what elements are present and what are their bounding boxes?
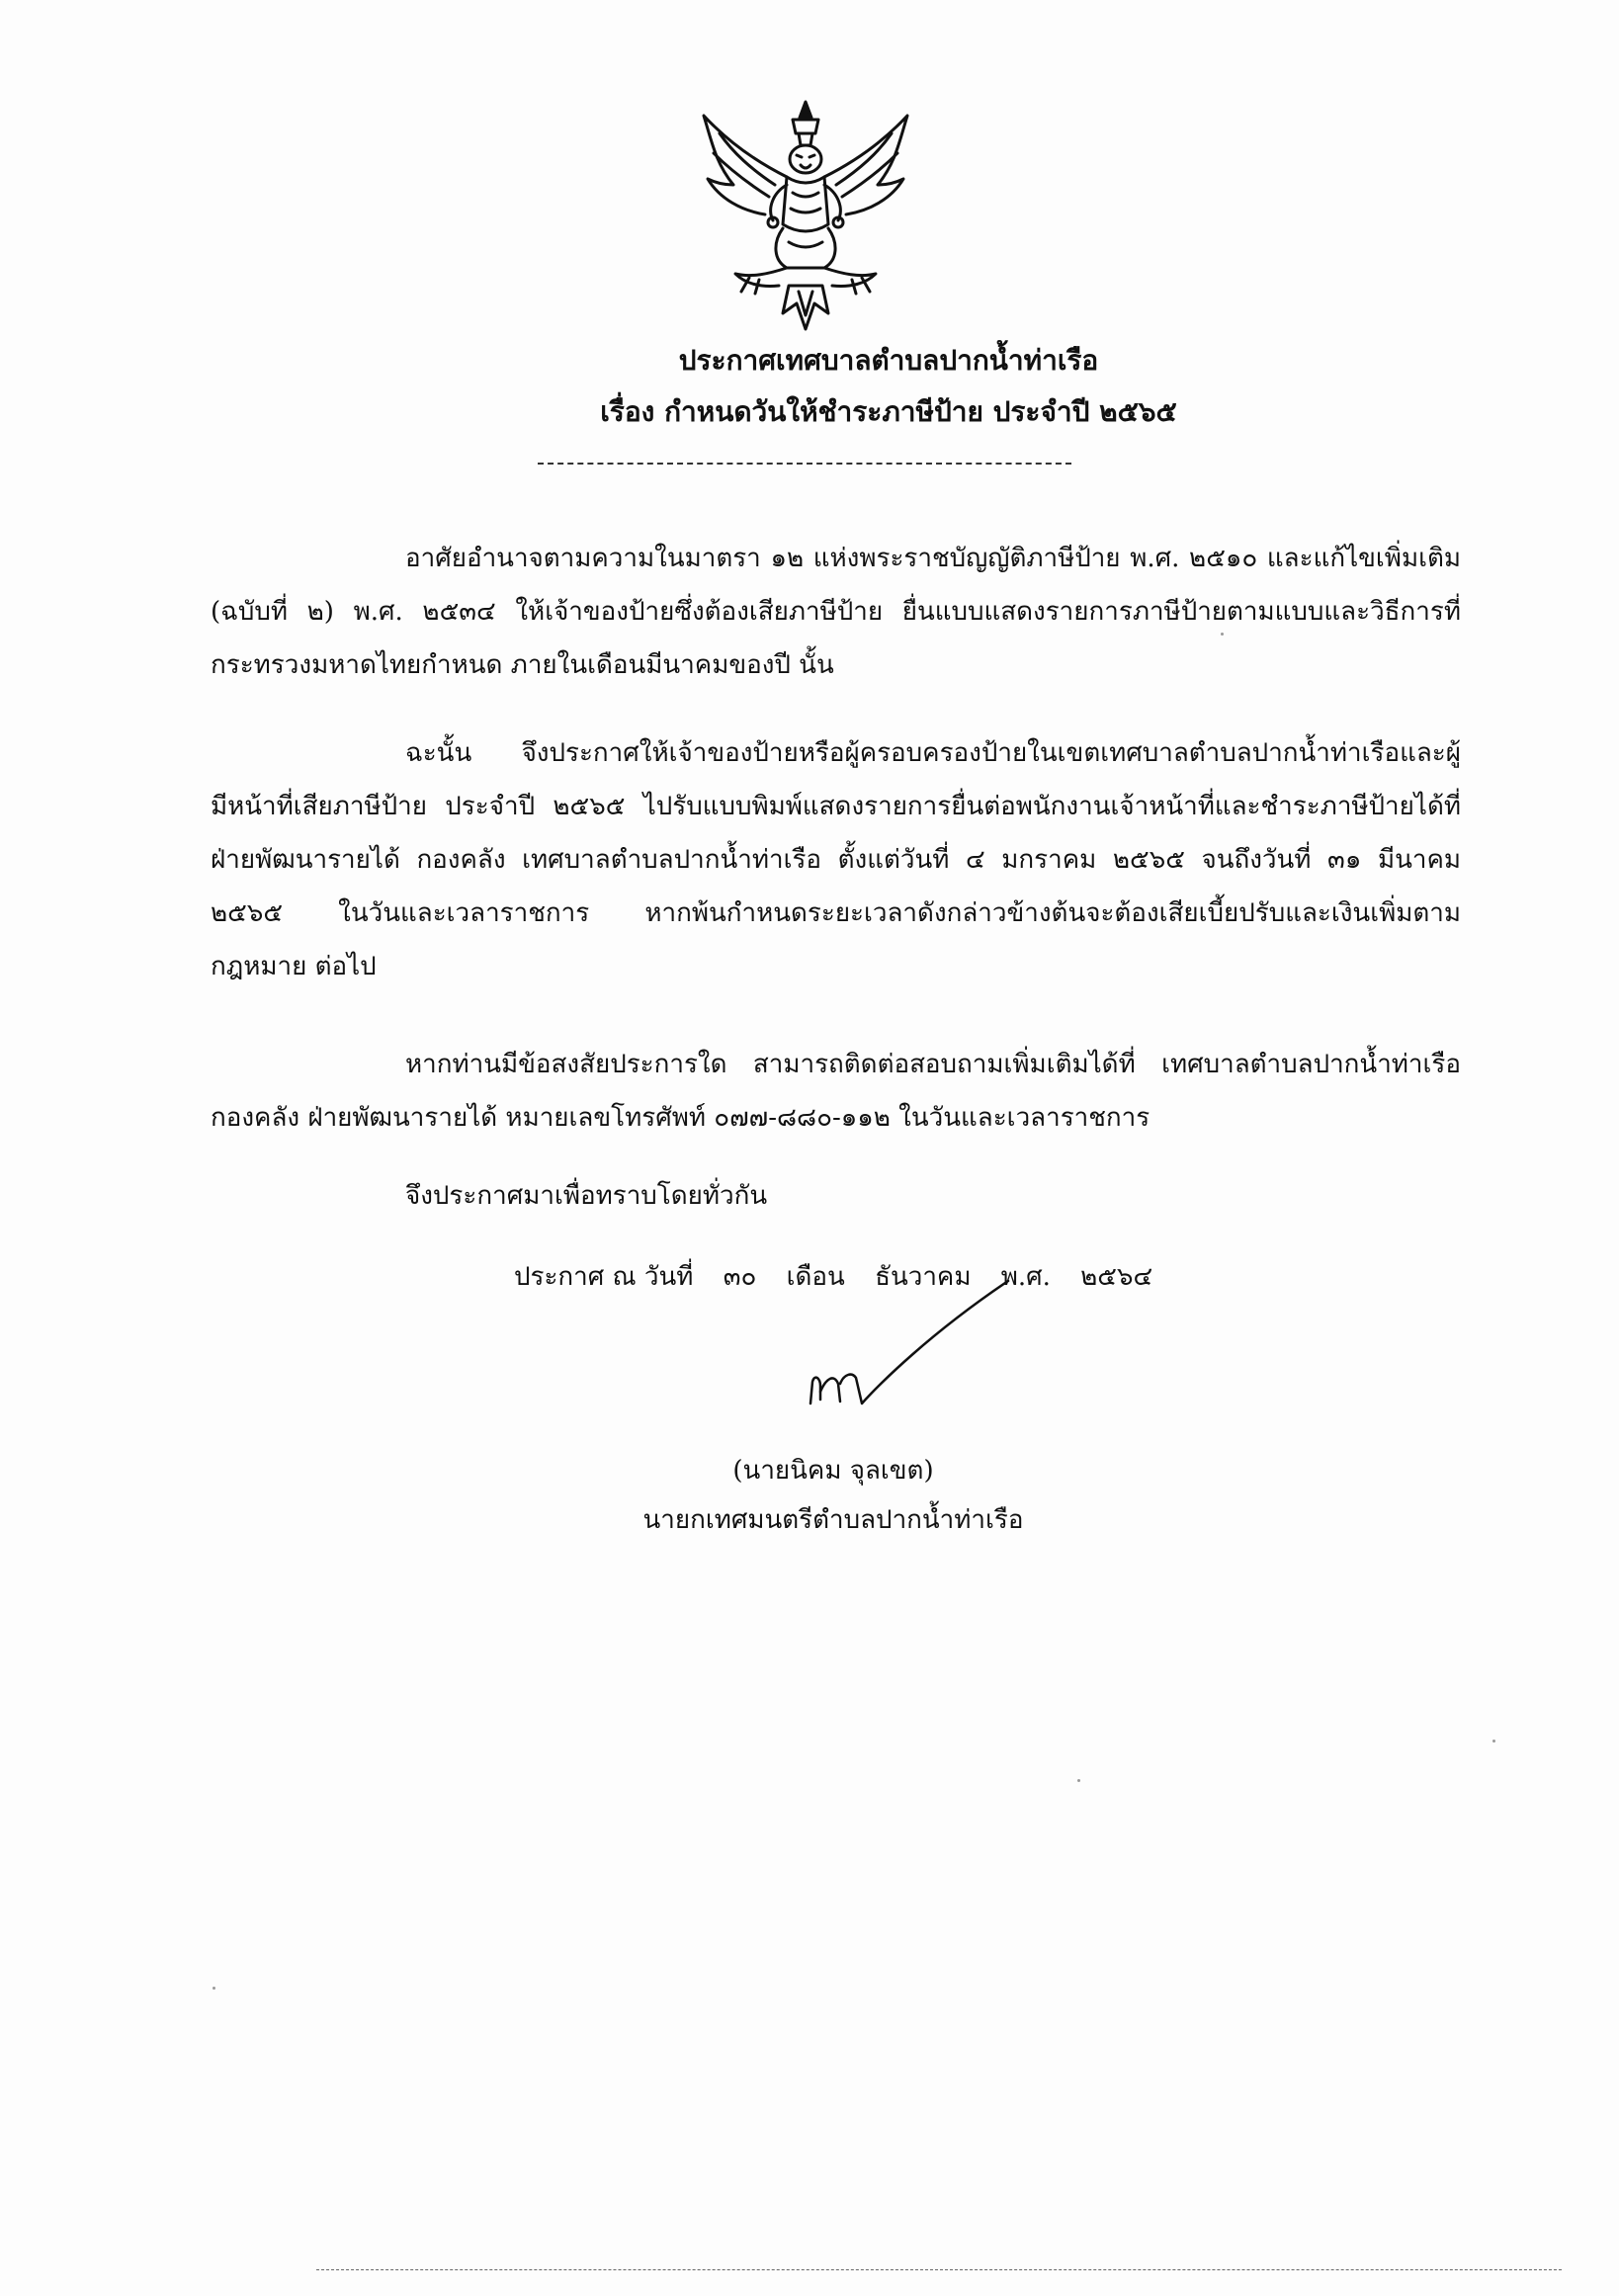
- scan-bottom-edge: [316, 2269, 1562, 2270]
- scan-speck: [1077, 1779, 1080, 1782]
- date-year-prefix: พ.ศ.: [1000, 1262, 1051, 1292]
- title-divider: [538, 463, 1071, 465]
- paragraph-instructions: [211, 726, 1461, 993]
- paragraph-contact-text: หากท่านมีข้อสงสัยประการใด สามารถติดต่อสอบถามเพิ่มเติมได้ที่ เทศบาลตำบลปากน้ำท่าเรือ กองคลัง ฝ่ายพัฒนารายได้ หมายเลขโทรศัพท์ ๐๗๗-๘๘๐-๑๑๒ ในวันและเวลาราชการ: [211, 1050, 1461, 1133]
- scan-speck: [213, 1987, 215, 1990]
- date-month-label: เดือน: [786, 1262, 845, 1292]
- date-prefix: ประกาศ ณ วันที่: [514, 1262, 694, 1292]
- garuda-emblem-icon: [690, 94, 922, 341]
- signer-title: นายกเทศมนตรีตำบลปากน้ำท่าเรือ: [642, 1505, 1024, 1535]
- announcement-subject: เรื่อง กำหนดวันให้ชำระภาษีป้าย ประจำปี ๒๕๖๕: [600, 395, 1177, 428]
- closing-statement: จึงประกาศมาเพื่อทราบโดยทั่วกัน: [405, 1181, 768, 1211]
- signature-mark: [791, 1275, 1028, 1433]
- scan-speck: [1221, 633, 1224, 636]
- paragraph-authority-text: อาศัยอำนาจตามความในมาตรา ๑๒ แห่งพระราชบัญญัติภาษีป้าย พ.ศ. ๒๕๑๐ และแก้ไขเพิ่มเติม (ฉบับที่ ๒) พ.ศ. ๒๕๓๔ ให้เจ้าของป้ายซึ่งต้องเสียภาษีป้าย ยื่นแบบแสดงรายการภาษีป้ายตามแบบและวิธีการที่กระทรวงมหาดไทยกำหนด ภายในเดือนมีนาคมของปี นั้น: [211, 544, 1461, 680]
- paragraph-instructions-text: ฉะนั้น จึงประกาศให้เจ้าของป้ายหรือผู้ครอบครองป้ายในเขตเทศบาลตำบลปากน้ำท่าเรือและผู้มีหน้าที่เสียภาษีป้าย ประจำปี ๒๕๖๕ ไปรับแบบพิมพ์แสดงรายการยื่นต่อพนักงานเจ้าหน้าที่และชำระภาษีป้ายได้ที่ ฝ่ายพัฒนารายได้ กองคลัง เทศบาลตำบลปากน้ำท่าเรือ ตั้งแต่วันที่ ๔ มกราคม ๒๕๖๕ จนถึงวันที่ ๓๑ มีนาคม ๒๕๖๕ ในวันและเวลาราชการ หากพ้นกำหนดระยะเวลาดังกล่าวข้างต้นจะต้องเสียเบี้ยปรับและเงินเพิ่มตามกฎหมาย ต่อไป: [211, 738, 1461, 981]
- announcement-title: ประกาศเทศบาลตำบลปากน้ำท่าเรือ: [678, 344, 1099, 377]
- signer-name: (นายนิคม จุลเขต): [732, 1456, 934, 1486]
- date-year: ๒๕๖๔: [1080, 1262, 1153, 1292]
- paragraph-contact: [211, 1038, 1461, 1145]
- paragraph-authority: [211, 532, 1461, 692]
- date-month: ธันวาคม: [875, 1262, 972, 1292]
- date-day: ๓๐: [723, 1262, 757, 1292]
- scan-speck: [1492, 1740, 1495, 1743]
